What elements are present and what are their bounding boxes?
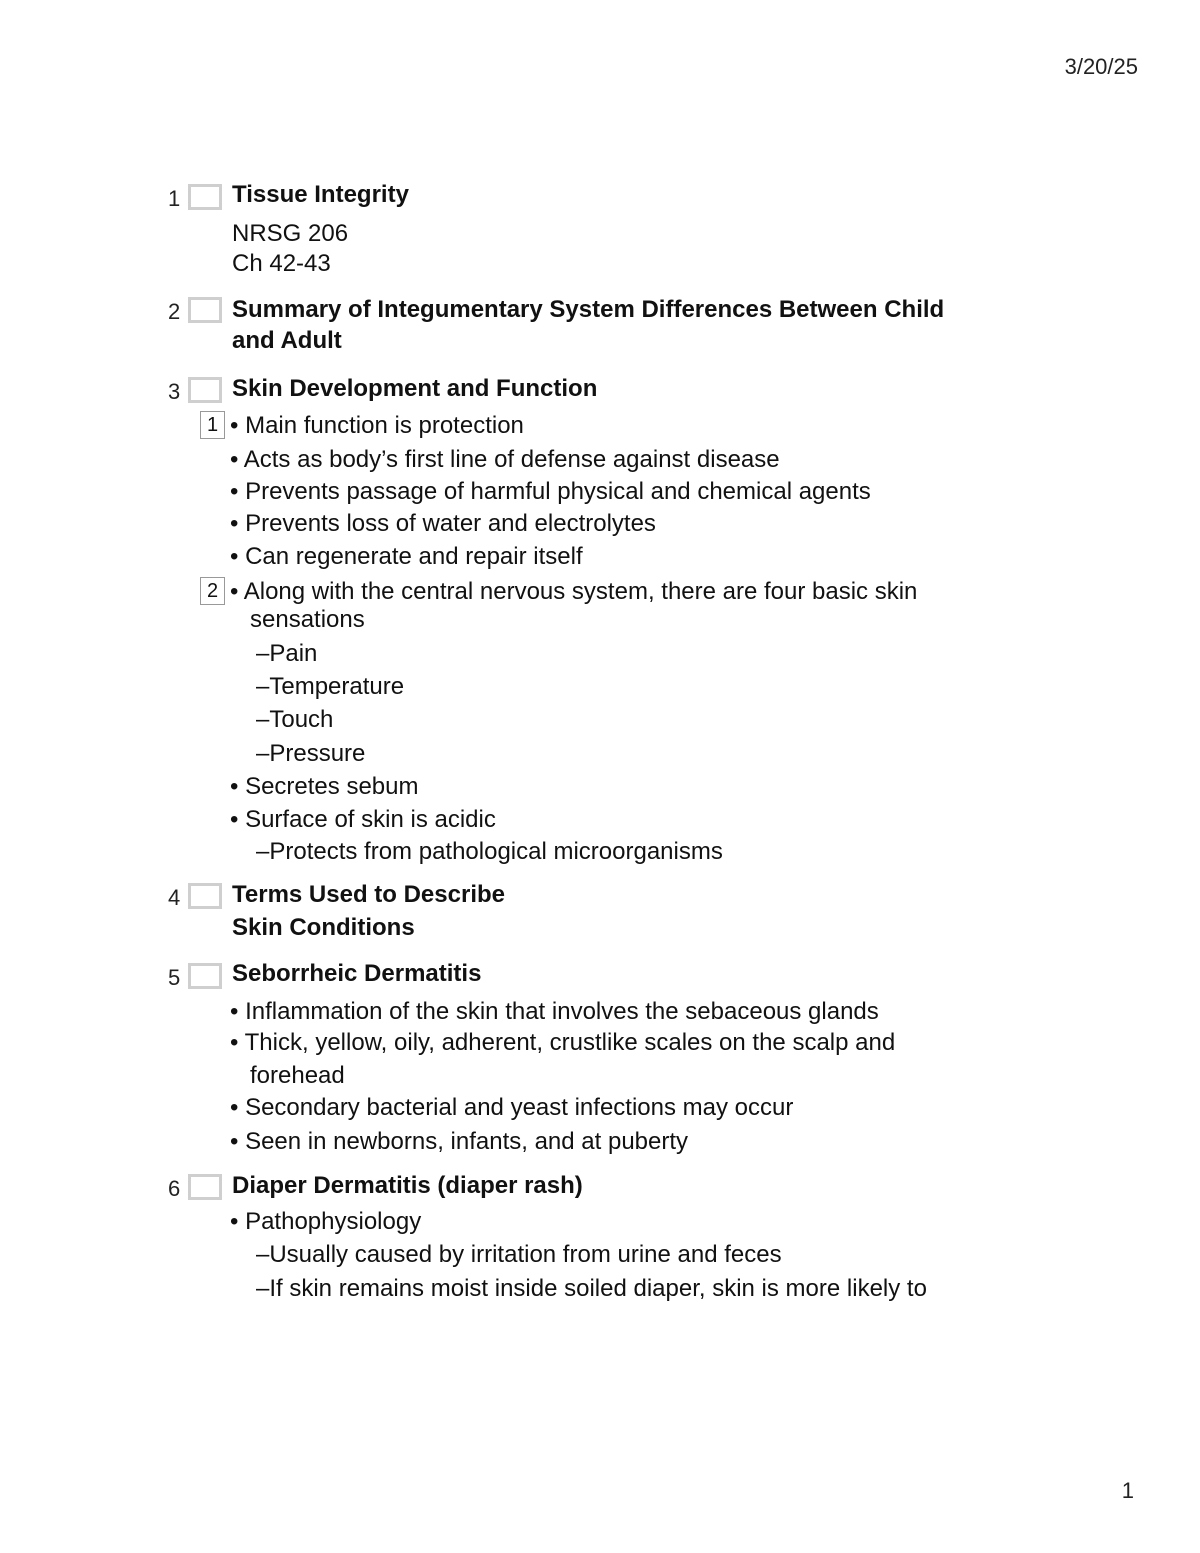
- bullet-item: • Along with the central nervous system, there are four basic skin: [230, 578, 918, 605]
- bullet-item: • Prevents loss of water and electrolytes: [230, 510, 656, 537]
- slide-title: Seborrheic Dermatitis: [232, 960, 482, 987]
- sub-item: –Pain: [256, 640, 318, 667]
- slide-number: 4: [168, 885, 181, 910]
- sub-item: –If skin remains moist inside soiled diaper, skin is more likely to: [256, 1275, 927, 1302]
- bullet-item: • Can regenerate and repair itself: [230, 543, 583, 570]
- slide-thumbnail-box: [188, 184, 222, 210]
- slide-title: Summary of Integumentary System Differences Between Child: [232, 296, 945, 323]
- bullet-item: • Pathophysiology: [230, 1208, 422, 1235]
- slide-title-continued: Skin Conditions: [232, 914, 415, 941]
- slide-number: 5: [168, 965, 181, 990]
- slide-thumbnail-box: [188, 963, 222, 989]
- slide-thumbnail-box: [188, 377, 222, 403]
- sub-item: –Usually caused by irritation from urine and feces: [256, 1241, 782, 1268]
- slide-number: 3: [168, 379, 181, 404]
- sub-item: –Touch: [256, 706, 334, 733]
- bullet-continuation: forehead: [250, 1062, 345, 1089]
- slide-thumbnail-box: [188, 883, 222, 909]
- slide-title: Tissue Integrity: [232, 181, 409, 208]
- slide-title: Terms Used to Describe: [232, 881, 505, 908]
- bullet-item: • Main function is protection: [230, 412, 524, 439]
- slide-number: 2: [168, 299, 181, 324]
- bullet-item: • Seen in newborns, infants, and at puberty: [230, 1128, 689, 1155]
- bullet-item: • Secondary bacterial and yeast infections may occur: [230, 1094, 794, 1121]
- bullet-item: • Secretes sebum: [230, 773, 419, 800]
- bullet-item: • Inflammation of the skin that involves the sebaceous glands: [230, 998, 879, 1025]
- bullet-item: • Thick, yellow, oily, adherent, crustlike scales on the scalp and: [230, 1029, 896, 1056]
- chapter-range: Ch 42-43: [232, 250, 331, 277]
- sub-item: –Temperature: [256, 673, 405, 700]
- sub-item: –Pressure: [256, 740, 366, 767]
- bullet-item: • Surface of skin is acidic: [230, 806, 496, 833]
- bullet-item: • Prevents passage of harmful physical and chemical agents: [230, 478, 871, 505]
- sub-item: –Protects from pathological microorganisms: [256, 838, 723, 865]
- page-number: 1: [1121, 1478, 1134, 1503]
- print-date: 3/20/25: [1064, 54, 1138, 79]
- slide-thumbnail-box: [188, 297, 222, 323]
- slide-title-continued: and Adult: [232, 327, 342, 354]
- note-marker: 2: [200, 577, 225, 605]
- slide-title: Diaper Dermatitis (diaper rash): [232, 1172, 583, 1199]
- bullet-continuation: sensations: [250, 606, 365, 633]
- slide-title: Skin Development and Function: [232, 375, 598, 402]
- slide-number: 1: [168, 186, 181, 211]
- slide-thumbnail-box: [188, 1174, 222, 1200]
- bullet-item: • Acts as body’s first line of defense against disease: [230, 446, 780, 473]
- note-marker: 1: [200, 411, 225, 439]
- course-code: NRSG 206: [232, 220, 349, 247]
- slide-number: 6: [168, 1176, 181, 1201]
